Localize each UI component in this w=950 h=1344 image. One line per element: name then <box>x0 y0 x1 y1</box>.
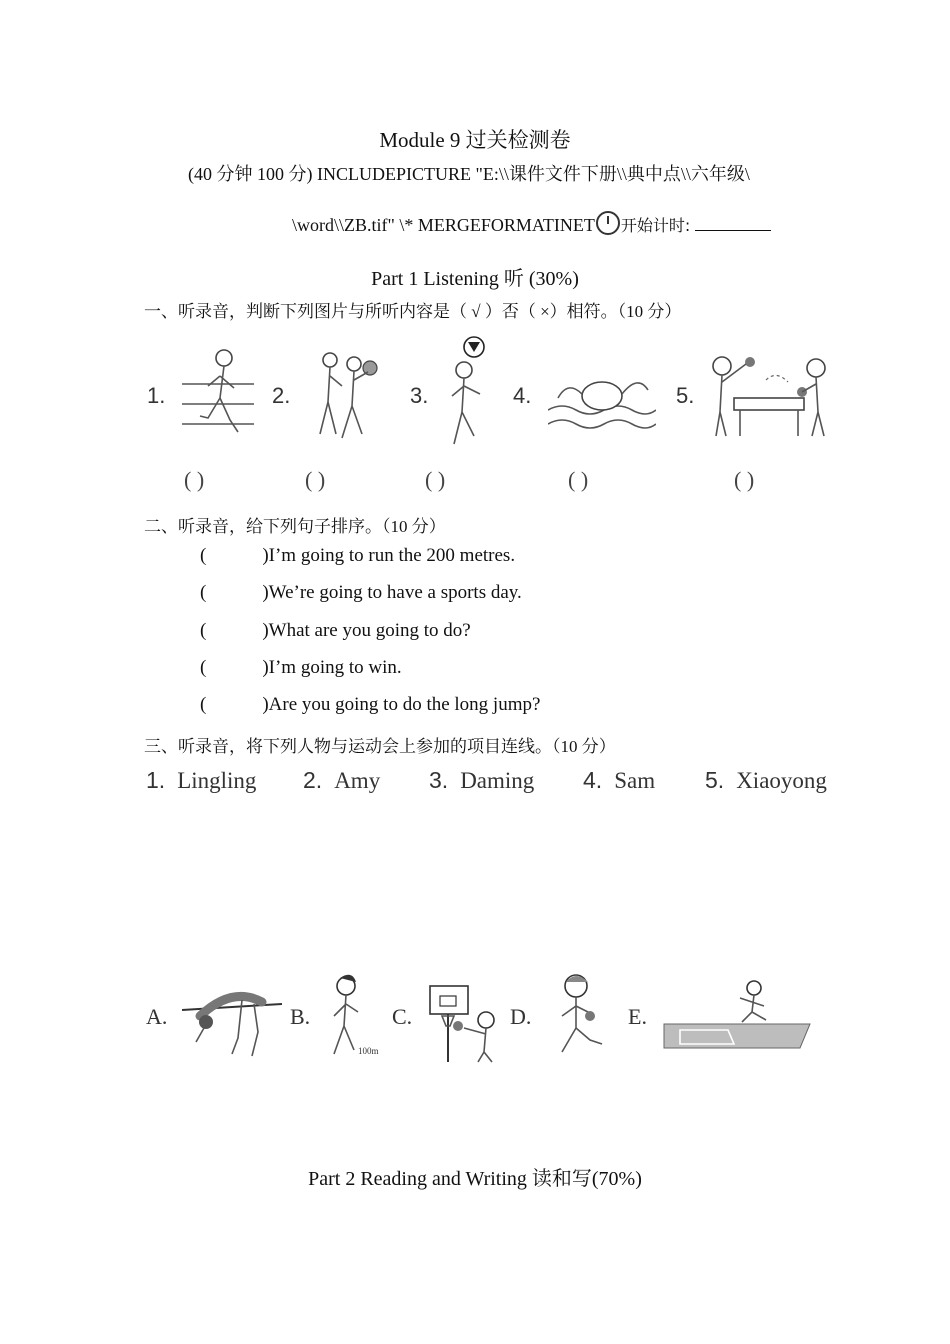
timer-label: 开始计时: <box>620 216 691 235</box>
basketball-players-picture <box>312 350 384 442</box>
picture-number-4: 4. <box>513 383 532 408</box>
running-100m-picture <box>322 972 380 1060</box>
sentence-text: We’re going to have a sports day. <box>268 582 522 603</box>
sport-letter-b[interactable]: B. <box>290 1004 311 1029</box>
person-4[interactable] <box>583 767 655 794</box>
timer-blank <box>695 216 771 231</box>
answer-slot-5[interactable]: ( ) <box>734 467 755 492</box>
person-number: 2. <box>303 767 323 793</box>
answer-slot-4[interactable]: ( ) <box>568 467 589 492</box>
order-slot-open[interactable]: ( <box>200 694 207 715</box>
basketball-hoop-picture <box>428 968 500 1064</box>
part1-title: Part 1 Listening 听 (30%) <box>371 268 579 290</box>
person-5[interactable] <box>705 767 827 794</box>
person-name: Sam <box>614 768 656 793</box>
picture-number-5: 5. <box>676 383 695 408</box>
sentence-text: I’m going to run the 200 metres. <box>268 545 516 566</box>
boy-running-picture <box>546 970 622 1062</box>
ordering-sentence-2 <box>200 582 522 604</box>
sentence-text: I’m going to win. <box>268 657 402 678</box>
sport-letter-e[interactable]: E. <box>628 1004 647 1029</box>
person-number: 4. <box>583 767 603 793</box>
section2-heading: 二、听录音，给下列句子排序。（10 分） <box>144 517 446 536</box>
long-jump-picture <box>662 978 818 1052</box>
picture-number-1: 1. <box>147 383 166 408</box>
field-code-text: \word\\ZB.tif" \* MERGEFORMATINET <box>292 215 595 235</box>
picture-number-3: 3. <box>410 383 429 408</box>
answer-slot-2[interactable]: ( ) <box>305 467 326 492</box>
subtitle-line-1: (40 分钟 100 分) INCLUDEPICTURE "E:\\课件文件下册\\典中点\\六年级\ <box>188 164 750 184</box>
table-tennis-picture <box>706 352 832 438</box>
order-slot-close: ) <box>262 694 269 715</box>
answer-slot-1[interactable]: ( ) <box>184 467 205 492</box>
track-distance-label: 100m <box>358 1046 379 1056</box>
order-slot-close: ) <box>262 657 269 678</box>
order-slot-open[interactable]: ( <box>200 620 207 641</box>
sport-letter-a[interactable]: A. <box>146 1004 168 1029</box>
sentence-text: What are you going to do? <box>268 620 471 641</box>
person-name: Daming <box>460 768 535 793</box>
page-title: Module 9 过关检测卷 <box>379 128 571 152</box>
order-slot-open[interactable]: ( <box>200 657 207 678</box>
sport-letter-c[interactable]: C. <box>392 1004 413 1029</box>
person-number: 1. <box>146 767 166 793</box>
ordering-sentence-5 <box>200 694 540 716</box>
order-slot-open[interactable]: ( <box>200 545 207 566</box>
ordering-sentence-4 <box>200 657 402 679</box>
football-player-picture <box>444 336 492 452</box>
person-name: Lingling <box>177 768 257 793</box>
person-2[interactable] <box>303 767 380 794</box>
person-name: Amy <box>334 768 381 793</box>
ordering-sentence-3 <box>200 620 471 642</box>
answer-slot-3[interactable]: ( ) <box>425 467 446 492</box>
section1-heading: 一、听录音，判断下列图片与所听内容是（ √ ）否（ ×）相符。（10 分） <box>144 302 682 321</box>
order-slot-close: ) <box>262 545 269 566</box>
swimming-picture <box>548 360 656 436</box>
order-slot-close: ) <box>262 620 269 641</box>
clock-icon <box>596 211 620 235</box>
person-3[interactable] <box>429 767 534 794</box>
running-hurdles-picture <box>182 346 254 442</box>
order-slot-open[interactable]: ( <box>200 582 207 603</box>
sport-letter-d[interactable]: D. <box>510 1004 532 1029</box>
picture-number-2: 2. <box>272 383 291 408</box>
person-1[interactable] <box>146 767 256 794</box>
order-slot-close: ) <box>262 582 269 603</box>
ordering-sentence-1 <box>200 545 515 567</box>
part2-title: Part 2 Reading and Writing 读和写(70%) <box>308 1168 642 1190</box>
sentence-text: Are you going to do the long jump? <box>268 694 541 715</box>
person-name: Xiaoyong <box>736 768 827 793</box>
person-number: 3. <box>429 767 449 793</box>
high-jump-picture <box>182 982 282 1060</box>
person-number: 5. <box>705 767 725 793</box>
section3-heading: 三、听录音，将下列人物与运动会上参加的项目连线。（10 分） <box>144 737 616 756</box>
subtitle-line-2 <box>292 211 771 236</box>
